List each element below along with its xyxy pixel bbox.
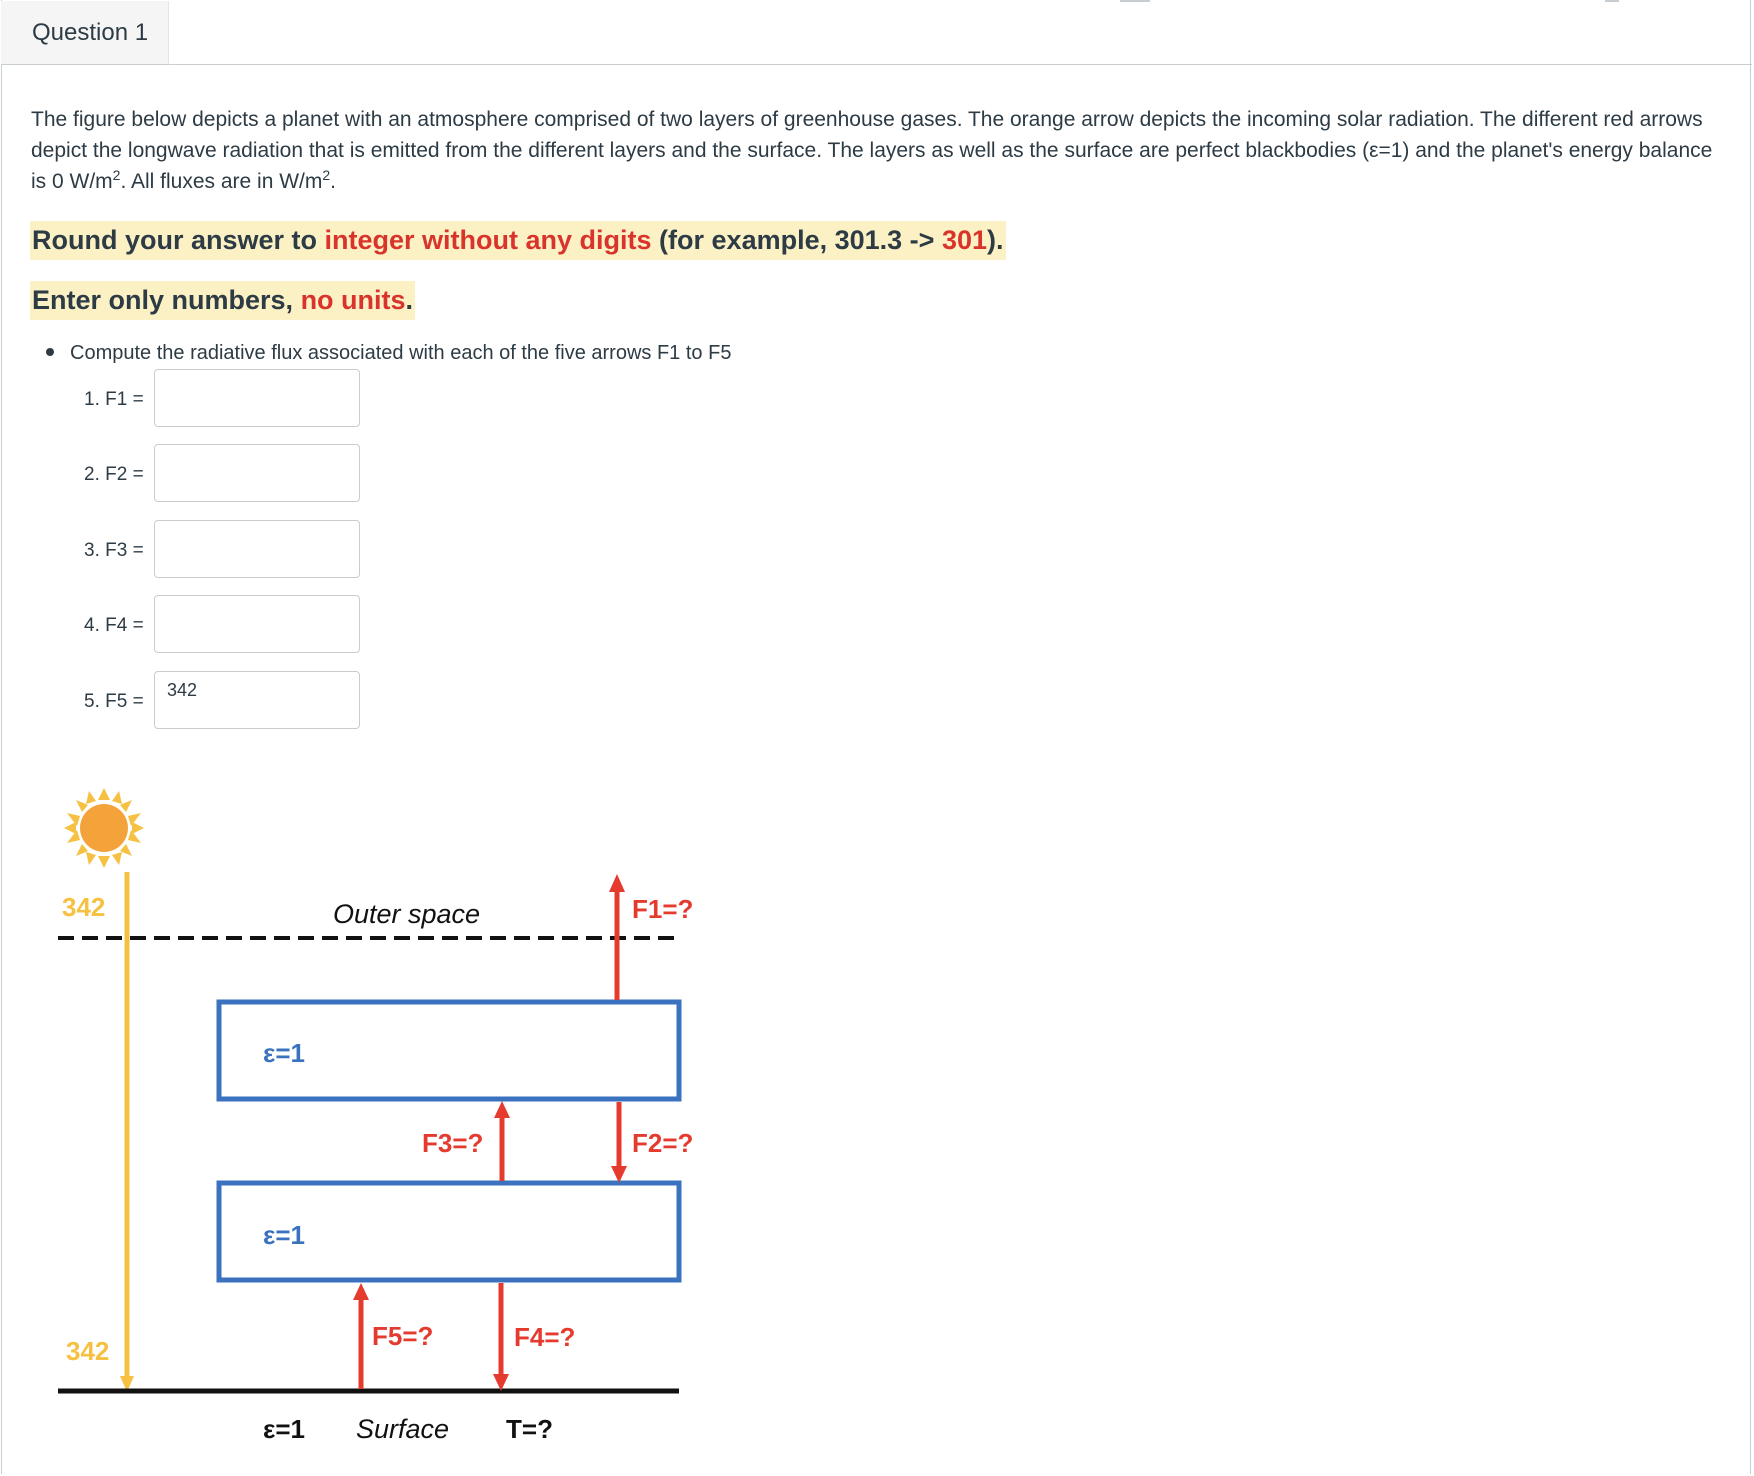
description-superscript: 2: [322, 167, 331, 183]
task-text: Compute the radiative flux associated with each of the five arrows F1 to F5: [70, 342, 732, 364]
instruction-text: .: [405, 285, 414, 315]
outer-space-label: Outer space: [333, 899, 481, 929]
top-edge-mark: [1120, 0, 1150, 2]
rounding-instruction: [30, 221, 1006, 260]
answer-label: 3. F3 =: [84, 540, 144, 561]
f2-label: F2=?: [632, 1128, 694, 1158]
answer-label: 4. F4 =: [84, 615, 144, 636]
answer-input-f1[interactable]: [154, 369, 360, 427]
question-title: Question 1: [32, 19, 149, 46]
description-text: .: [330, 170, 336, 193]
instruction-text: (for example, 301.3 ->: [651, 225, 942, 255]
surface-label: Surface: [356, 1414, 450, 1444]
instruction-emphasis: 301: [941, 225, 987, 255]
answer-label: 5. F5 =: [84, 691, 144, 712]
question-description: [31, 104, 1721, 197]
f4-label: F4=?: [514, 1322, 576, 1352]
instruction-text: ).: [987, 225, 1004, 255]
instruction-text: Round your answer to: [32, 225, 325, 255]
description-text: . All fluxes are in W/m: [120, 170, 323, 193]
question-header: [1, 1, 169, 65]
instruction-emphasis: integer without any digits: [324, 225, 652, 255]
answer-label: 1. F1 =: [84, 389, 144, 410]
answer-label: 2. F2 =: [84, 464, 144, 485]
upper-layer-emissivity: ε=1: [263, 1038, 305, 1068]
top-edge-mark: [1605, 0, 1619, 2]
lower-layer-emissivity: ε=1: [263, 1220, 305, 1250]
solar-flux-bottom-label: 342: [66, 1336, 110, 1366]
f1-label: F1=?: [632, 894, 694, 924]
answer-input-f5[interactable]: [154, 671, 360, 729]
units-instruction: [30, 281, 415, 320]
bullet-dot: [46, 348, 54, 356]
description-superscript: 2: [112, 167, 121, 183]
surface-emissivity: ε=1: [263, 1414, 305, 1444]
header-divider: [169, 64, 1752, 65]
answer-input-f2[interactable]: [154, 444, 360, 502]
surface-temperature-label: T=?: [506, 1414, 553, 1444]
task-bullet: [46, 342, 731, 365]
f3-label: F3=?: [422, 1128, 484, 1158]
instruction-text: Enter only numbers,: [32, 285, 301, 315]
description-text: The figure below depicts a planet with an atmosphere comprised of two layers of greenhouse gases. The orange arrow depicts the incoming solar radiation. The different red arrows depict the longwave radiation that is emitted from the different layers and the surface. The layers as well as the surface are perfect blackbodies (ε=1) and the planet's energy balance is 0 W/m: [31, 108, 1713, 193]
f5-label: F5=?: [372, 1321, 434, 1351]
instruction-emphasis: no units: [300, 285, 406, 315]
answer-input-f3[interactable]: [154, 520, 360, 578]
solar-flux-top-label: 342: [62, 892, 106, 922]
answer-input-f4[interactable]: [154, 595, 360, 653]
